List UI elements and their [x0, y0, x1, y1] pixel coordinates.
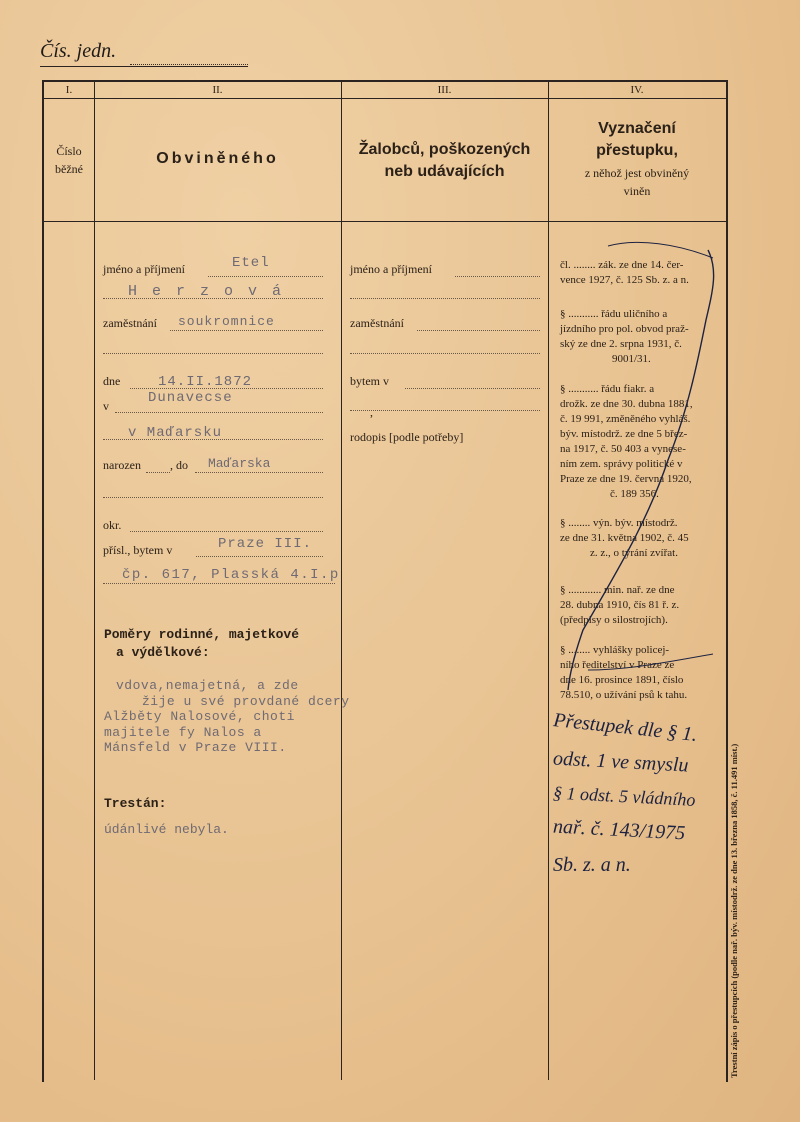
plaintiff-occupation-line2 — [350, 353, 540, 354]
family-text-line: žije u své provdané dcery — [142, 693, 350, 709]
accused-born-place-label: v — [103, 399, 109, 413]
header-obvineneho: Obviněného — [156, 150, 279, 167]
family-text-line: Alžběty Nalosové, choti — [104, 709, 295, 724]
family-text-line: Mánsfeld v Praze VIII. — [104, 740, 287, 755]
offense-line: § ........ vyhlášky policej- — [560, 644, 670, 656]
plaintiff-residence-line — [405, 388, 540, 389]
offense-line: č. 189 356. — [610, 488, 659, 500]
offense-line: 28. dubna 1910, čís 81 ř. z. — [560, 599, 680, 611]
offense-line: ský ze dne 2. srpna 1931, č. — [560, 338, 682, 350]
header-cislo-bezne — [44, 142, 94, 178]
accused-occupation: soukromnice — [178, 314, 275, 329]
accused-to-line2 — [103, 497, 323, 498]
accused-born-country: v Maďarsku — [128, 425, 223, 441]
handwritten-line: odst. 1 ve smyslu — [552, 747, 690, 777]
case-number-underline — [40, 66, 248, 67]
plaintiff-occupation-line — [417, 330, 540, 331]
accused-to-value: Maďarska — [208, 456, 271, 471]
plaintiff-residence-label: bytem v — [350, 374, 389, 388]
accused-address: čp. 617, Plasská 4.I.p — [122, 567, 340, 583]
plaintiff-name-line — [455, 276, 540, 277]
handwritten-line: nař. č. 143/1975 — [552, 815, 686, 845]
header-zalobcu — [341, 139, 548, 183]
family-text-line: majitele fy Nalos a — [104, 724, 262, 740]
header-vyznaceni-sub1: z něhož jest obviněný — [584, 166, 690, 180]
header-zalobcu-line1: Žalobců, poškozených — [358, 141, 531, 158]
accused-occupation-line2 — [103, 353, 323, 354]
accused-born-date-label: dne — [103, 374, 121, 388]
accused-to-line — [195, 472, 323, 473]
offense-line: býv. místodrž. ze dne 5 břez- — [560, 428, 688, 440]
accused-domicile-label: přísl., bytem v — [103, 543, 173, 557]
offense-line: 9001/31. — [612, 353, 651, 365]
header-cislo-line1: Číslo — [56, 144, 82, 158]
accused-first-name: Etel — [232, 255, 270, 271]
offense-line: ním zem. správy politické v — [560, 458, 683, 470]
plaintiff-residence-line2 — [350, 410, 540, 411]
offense-line: čl. ........ zák. ze dne 14. čer- — [560, 259, 684, 271]
accused-occupation-line — [170, 330, 323, 331]
offense-line: (předpisy o silostrojích). — [560, 614, 668, 626]
case-number-label: Čís. jedn. — [40, 40, 117, 62]
accused-family-label-line2: a výdělkové: — [116, 645, 210, 660]
accused-district-label: okr. — [103, 518, 122, 532]
header-vyznaceni-line2: přestupku, — [596, 142, 678, 159]
accused-district-line — [130, 531, 323, 532]
offense-line: § ........... řádu uličního a — [560, 308, 668, 320]
accused-born-date: 14.II.1872 — [158, 374, 253, 390]
accused-name-label: jméno a příjmení — [103, 262, 185, 276]
accused-punished-value: údánlivé nebyla. — [104, 822, 229, 837]
accused-to-label: , do — [170, 458, 188, 472]
accused-family-label — [104, 626, 299, 662]
offense-line: z. z., o týrání zvířat. — [590, 547, 678, 559]
column-number-3: III. — [437, 84, 452, 96]
offense-line: § ........... řádu fiakr. a — [560, 383, 655, 395]
plaintiff-name-line2 — [350, 298, 540, 299]
accused-punished-label: Trestán: — [104, 796, 167, 811]
plaintiff-rodopis-label: rodopis [podle potřeby] — [350, 430, 464, 444]
accused-family-label-line1: Poměry rodinné, majetkové — [104, 627, 300, 642]
header-vyznaceni-sub2: viněn — [623, 184, 651, 198]
handwritten-line: Přestupek dle § 1. — [552, 709, 699, 747]
column-number-2: II. — [212, 84, 223, 96]
offense-line: § ............ min. nař. ze dne — [560, 584, 675, 596]
handwritten-line: § 1 odst. 5 vládního — [552, 782, 696, 810]
offense-line: ze dne 31. května 1902, č. 45 — [560, 532, 689, 544]
plaintiff-occupation-label: zaměstnání — [350, 316, 404, 330]
accused-address-line — [103, 583, 335, 584]
offense-line: ního ředitelství v Praze ze — [560, 659, 675, 671]
accused-surname: H e r z o v á — [128, 283, 285, 300]
offense-line: vence 1927, č. 125 Sb. z. a n. — [560, 274, 689, 286]
column-divider-2 — [341, 82, 342, 1080]
accused-born-place-line — [115, 412, 323, 413]
header-divider — [44, 221, 726, 222]
accused-born-line — [146, 472, 170, 473]
offense-line: č. 19 991, změněného vyhláš. — [560, 413, 691, 425]
accused-family-text — [104, 678, 350, 756]
offense-line: na 1917, č. 50 403 a vynese- — [560, 443, 686, 455]
accused-born-place: Dunavecse — [148, 390, 233, 406]
handwritten-line: Sb. z. a n. — [553, 854, 631, 876]
accused-to-label-text: do — [176, 458, 188, 472]
column-divider-1 — [94, 82, 95, 1080]
column-number-divider — [44, 98, 726, 99]
header-cislo-line2: běžné — [55, 162, 83, 176]
offense-line: Praze ze dne 19. června 1920, — [560, 473, 692, 485]
accused-born-label: narozen — [103, 458, 141, 472]
handwritten-offense-note — [552, 709, 725, 882]
accused-occupation-label: zaměstnání — [103, 316, 157, 330]
column-number-1: I. — [65, 84, 73, 96]
plaintiff-name-label: jméno a příjmení — [350, 262, 432, 276]
accused-name-line — [208, 276, 323, 277]
offense-line: jízdního pro pol. obvod praž- — [560, 323, 689, 335]
header-vyznaceni-line1: Vyznačení — [598, 120, 676, 137]
form-side-note: Trestní zápis o přestupcích (podle nař. býv. místodrž. ze dne 13. března 1858, č. 11.491 míst.) — [729, 743, 739, 1078]
plaintiff-comma: , — [370, 405, 373, 419]
family-text-line: vdova,nemajetná, a zde — [116, 678, 299, 693]
offense-line: 78.510, o užívání psů k tahu. — [560, 689, 688, 701]
column-number-4: IV. — [630, 84, 644, 96]
offense-line: dne 16. prosince 1891, číslo — [560, 674, 684, 686]
header-vyznaceni — [548, 118, 726, 200]
accused-domicile-line — [196, 556, 323, 557]
header-zalobcu-line2: neb udávajících — [384, 163, 505, 180]
case-number-blank — [130, 64, 248, 65]
accused-domicile: Praze III. — [218, 536, 313, 552]
offense-line: § ........ výn. býv. místodrž. — [560, 517, 678, 529]
offense-line: drožk. ze dne 30. dubna 1881, — [560, 398, 693, 410]
strike-through-mark — [548, 230, 728, 700]
